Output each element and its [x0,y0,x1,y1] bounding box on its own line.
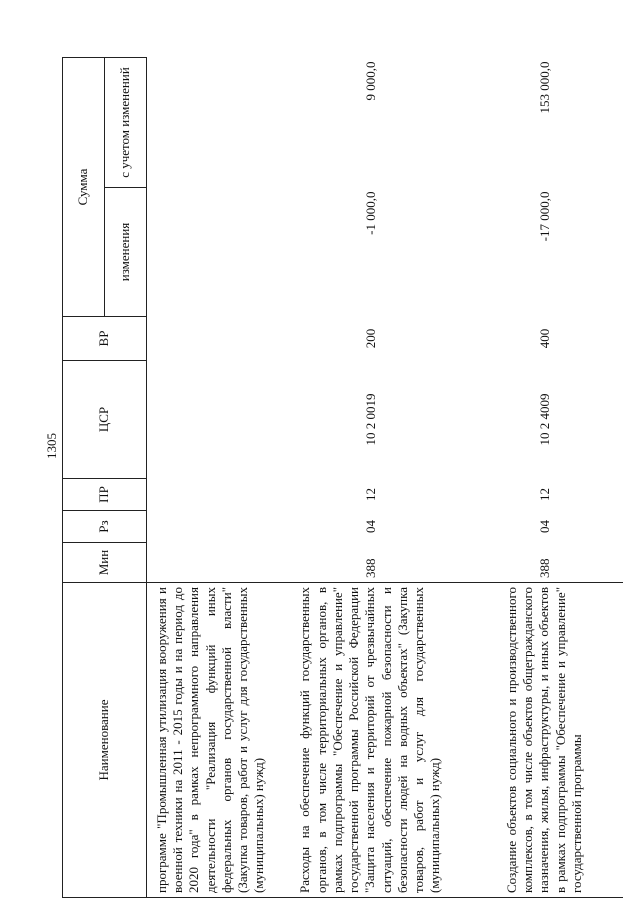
row-with-changes: 9 000,0 [362,61,378,101]
row-min: 388 [362,558,378,578]
row-min [147,543,275,583]
row-rz: 04 [362,520,378,533]
row-name: Создание объектов социального и производственного комплексов, в том числе объектов общегражданского назначения, жилья, инфраструктуры, и иных объектов в рамках подпрограммы "Обеспечение и управление" государственной программы [467,583,623,898]
row-with-changes [147,58,275,188]
row-rz [147,511,275,543]
row-vr: 400 [536,328,552,349]
header-csr: ЦСР [63,361,147,479]
row-name: Расходы на обеспечение функций государственных органов, в том числе территориальных органов, в рамках подпрограммы "Обеспечение и управление" государственной программы Российской Федерации "Защита населения и территорий от чрезвычайных ситуаций, обеспечение пожарной безопасности и безопасности людей на водных объектах" (Закупка товаров, работ и услуг для государственных (муниципальных) нужд) [275,583,467,898]
header-rz: Рз [63,511,147,543]
row-with-changes: 153 000,0 [536,61,552,114]
row-pr [147,479,275,511]
row-pr: 12 [362,488,378,501]
header-min: Мин [63,543,147,583]
rotated-page-content [62,58,622,898]
row-change [147,188,275,317]
table-row [147,58,275,898]
header-with-changes: с учетом изменений [105,58,147,188]
row-csr: 10 2 0019 [362,393,378,446]
table-row [467,58,623,898]
header-vr: ВР [63,317,147,361]
budget-table [62,57,623,898]
row-vr [147,317,275,361]
row-change: -17 000,0 [536,191,552,242]
row-pr: 12 [536,488,552,501]
header-change: изменения [105,188,147,317]
row-rz: 04 [536,520,552,533]
row-csr: 10 2 4009 [536,393,552,446]
page-number: 1305 [44,433,59,459]
header-pr: ПР [63,479,147,511]
row-csr [147,361,275,479]
row-vr: 200 [362,328,378,349]
row-min: 388 [536,558,552,578]
row-change: -1 000,0 [362,191,378,235]
table-row [275,58,467,898]
table-header-row [63,58,105,898]
header-name: Наименование [63,583,147,898]
header-sum: Сумма [63,58,105,317]
row-name: программе "Промышленная утилизация вооружения и военной техники на 2011 - 2015 годы и на период до 2020 года" в рамках непрограммного направления деятельности "Реализация функций иных федеральных органов государственной власти" (Закупка товаров, работ и услуг для государственных (муниципальных) нужд) [147,583,275,898]
